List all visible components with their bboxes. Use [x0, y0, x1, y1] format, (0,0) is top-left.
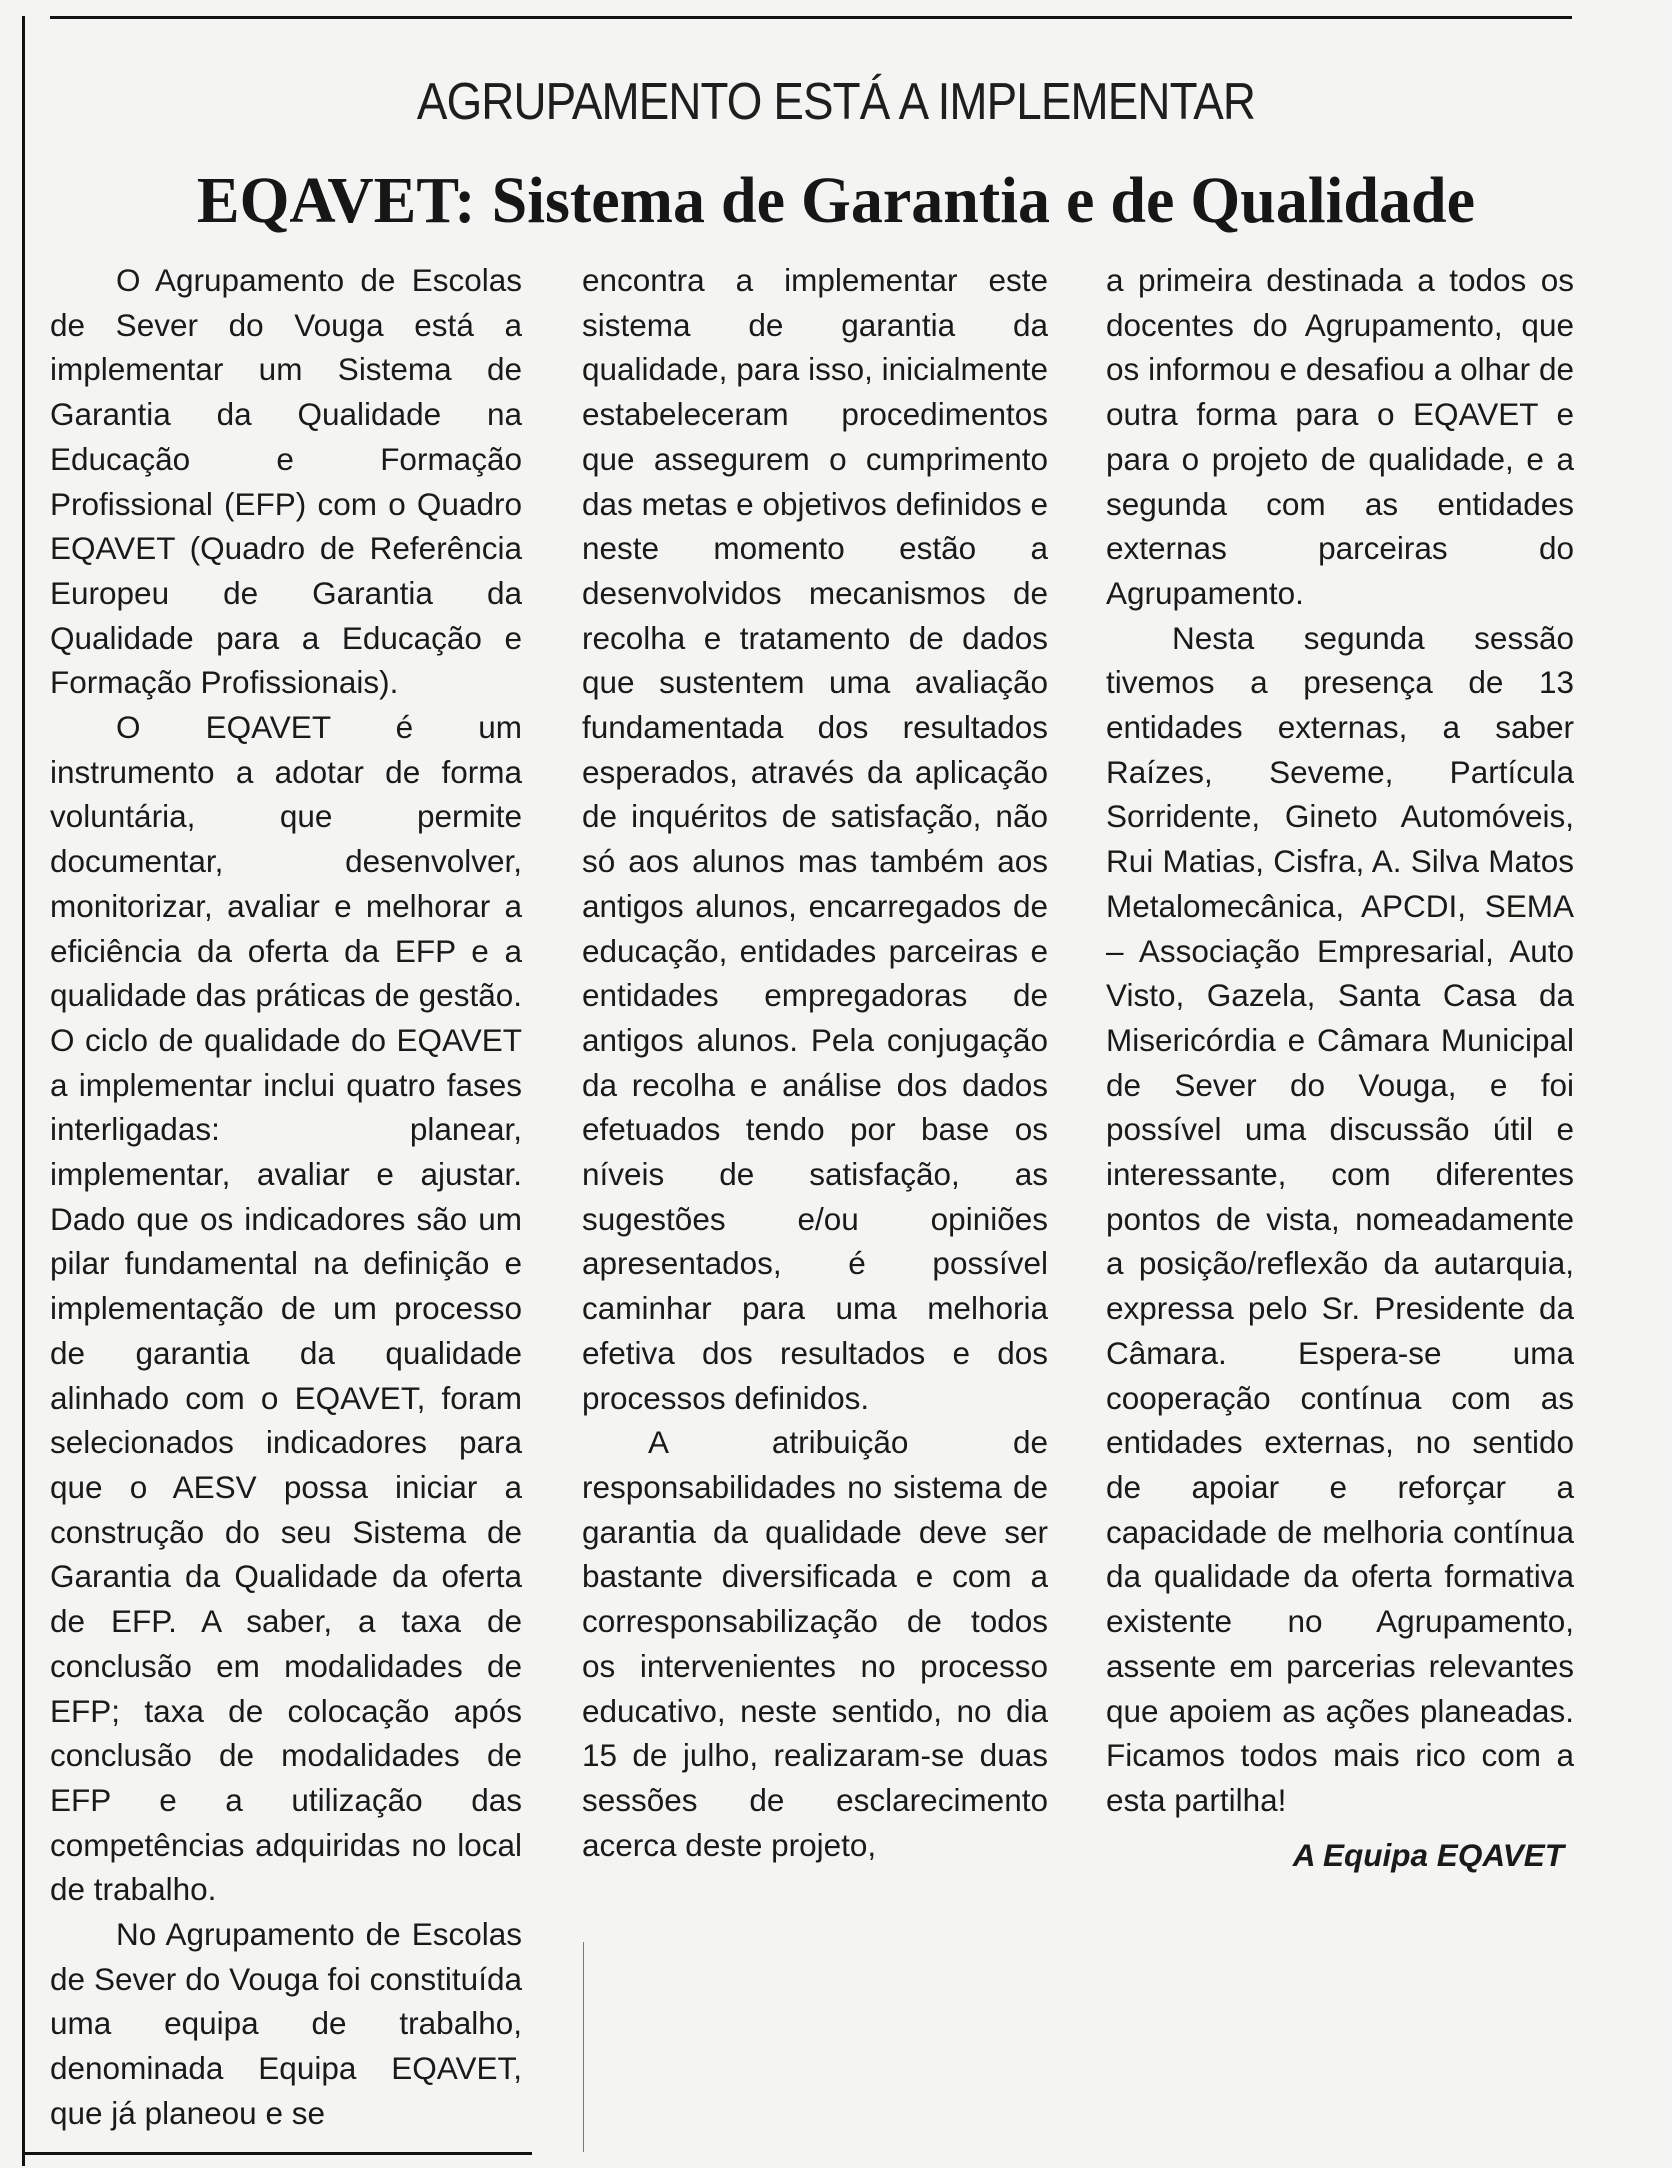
article-headline: EQAVET: Sistema de Garantia e de Qualidade: [196, 164, 1476, 237]
left-rule: [22, 16, 25, 2166]
article-signature: A Equipa EQAVET: [1292, 1836, 1564, 1873]
paragraph: Nesta segunda sessão tivemos a presença de 13 entidades externas, a saber Raízes, Seveme, Partícula Sorridente, Gineto Automóveis, Rui Matias, Cisfra, A. Silva Matos Metalomecânica, APCDI, SEMA – Associação Empresarial, Auto Visto, Gazela, Santa Casa da Misericórdia e Câmara Municipal de Sever do Vouga, e foi possível uma discussão útil e interessante, com diferentes pontos de vista, nomeadamente a posição/reflexão da autarquia, expressa pelo Sr. Presidente da Câmara. Espera-se uma cooperação contínua com as entidades externas, no sentido de apoiar e reforçar a capacidade de melhoria contínua da qualidade da oferta formativa existente no Agrupamento, assente em parcerias relevantes que apoiem as ações planeadas. Ficamos todos mais rico com a esta partilha!: [1106, 619, 1574, 1818]
paragraph: encontra a implementar este sistema de garantia da qualidade, para isso, inicialmente estabeleceram procedimentos que assegurem o cumprimento das metas e objetivos definidos e neste momento estão a desenvolvidos mecanismos de recolha e tratamento de dados que sustentem uma avaliação fundamentada dos resultados esperados, através da aplicação de inquéritos de satisfação, não só aos alunos mas também aos antigos alunos, encarregados de educação, entidades parceiras e entidades empregadoras de antigos alunos. Pela conjugação da recolha e análise dos dados efetuados tendo por base os níveis de satisfação, as sugestões e/ou opiniões apresentados, é possível caminhar para uma melhoria efetiva dos resultados e dos processos definidos.: [582, 262, 1048, 1416]
paragraph: O Agrupamento de Escolas de Sever do Vouga está a implementar um Sistema de Garantia da Qualidade na Educação e Formação Profissional (EFP) com o Quadro EQAVET (Quadro de Referência Europeu de Garantia da Qualidade para a Educação e Formação Profissionais).: [50, 262, 522, 701]
article-column-2: [582, 258, 1048, 1867]
paragraph: a primeira destinada a todos os docentes do Agrupamento, que os informou e desafiou a olhar de outra forma para o EQAVET e para o projeto de qualidade, e a segunda com as entidades externas parceiras do Agrupamento.: [1106, 262, 1574, 611]
paragraph: A atribuição de responsabilidades no sistema de garantia da qualidade deve ser bastante diversificada e com a corresponsabilização de todos os intervenientes no processo educativo, neste sentido, no dia 15 de julho, realizaram-se duas sessões de esclarecimento acerca deste projeto,: [582, 1424, 1048, 1863]
top-rule: [50, 16, 1572, 19]
column-rule: [583, 1942, 584, 2152]
article-column-3: [1106, 258, 1574, 1877]
paragraph: O EQAVET é um instrumento a adotar de forma voluntária, que permite documentar, desenvolver, monitorizar, avaliar e melhorar a eficiência da oferta da EFP e a qualidade das práticas de gestão. O ciclo de qualidade do EQAVET a implementar inclui quatro fases interligadas: planear, implementar, avaliar e ajustar. Dado que os indicadores são um pilar fundamental na definição e implementação de um processo de garantia da qualidade alinhado com o EQAVET, foram selecionados indicadores para que o AESV possa iniciar a construção do seu Sistema de Garantia da Qualidade da oferta de EFP. A saber, a taxa de conclusão em modalidades de EFP; taxa de colocação após conclusão de modalidades de EFP e a utilização das competências adquiridas no local de trabalho.: [50, 709, 522, 1908]
bottom-rule: [22, 2152, 532, 2155]
paragraph: No Agrupamento de Escolas de Sever do Vouga foi constituída uma equipa de trabalho, denominada Equipa EQAVET, que já planeou e se: [50, 1916, 522, 2131]
article-kicker: AGRUPAMENTO ESTÁ A IMPLEMENTAR: [416, 73, 1256, 131]
article-column-1: [50, 258, 522, 2136]
